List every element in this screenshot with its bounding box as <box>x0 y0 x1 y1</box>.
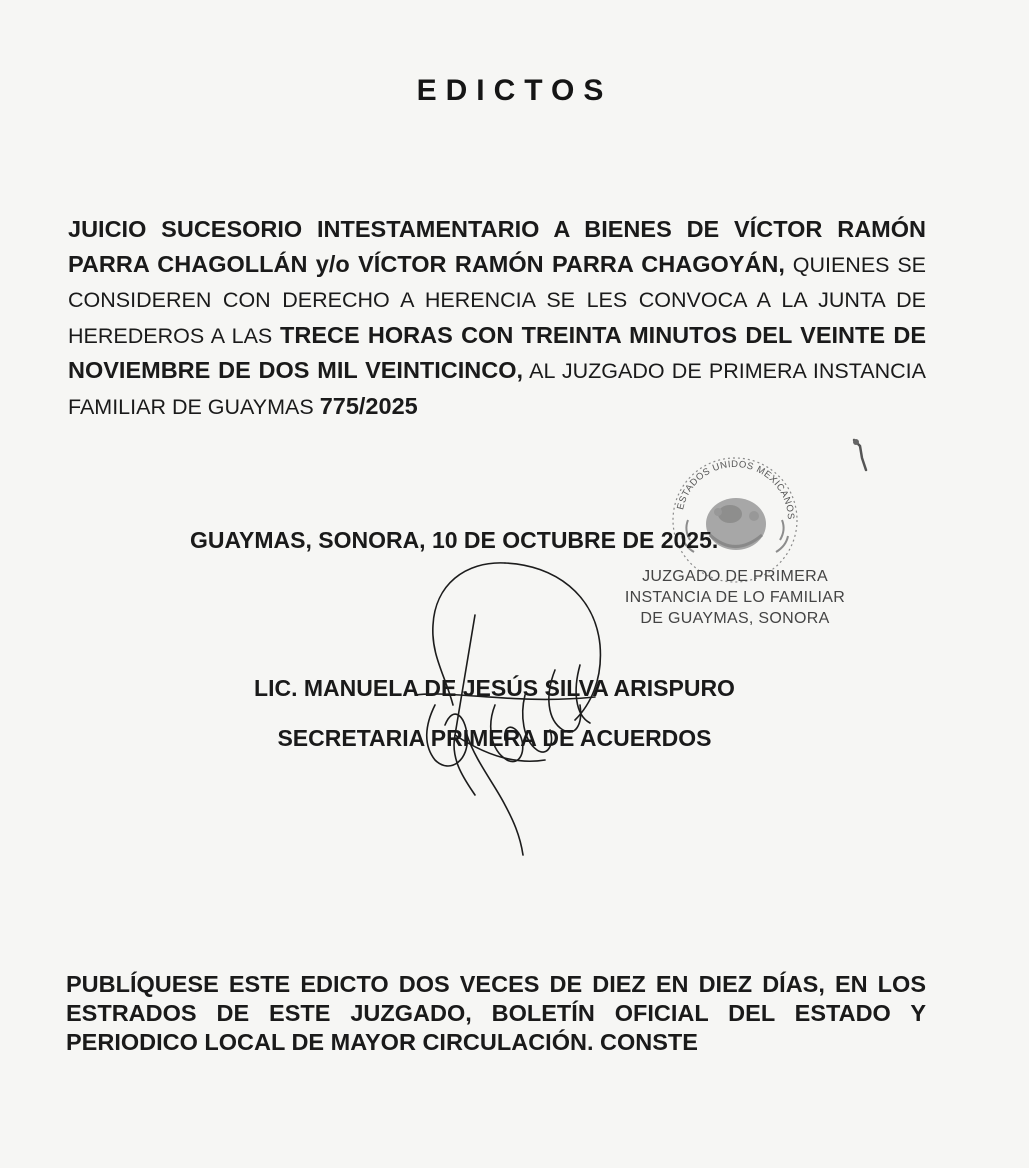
hearing-time-bold: TRECE HORAS CON TREINTA MINUTOS DEL VEINTE DE NOVIEMBRE DE DOS MIL VEINTICINCO, <box>68 321 926 383</box>
stamp-line-2: INSTANCIA DE LO FAMILIAR <box>624 589 846 606</box>
court-stamp <box>610 566 860 629</box>
heir-notice-text: QUIENES SE CONSIDEREN CON DERECHO A HERENCIA SE LES CONVOCA A LA JUNTA DE HEREDEROS A LAS <box>68 252 926 348</box>
case-number: 775/2025 <box>319 392 418 419</box>
seal-ring-text: ESTADOS UNIDOS MEXICANOS <box>675 458 797 521</box>
heir-notice-bold: JUICIO SUCESORIO INTESTAMENTARIO A BIENES DE VÍCTOR RAMÓN PARRA CHAGOLLÁN y/o VÍCTOR RAMÓN PARRA CHAGOYÁN, <box>68 216 926 277</box>
handwritten-signature-icon <box>395 555 625 865</box>
ink-speck-icon <box>848 436 872 476</box>
signer-role-text: SECRETARIA PRIMERA DE ACUERDOS <box>277 725 712 751</box>
document-title: EDICTOS <box>416 74 613 107</box>
signer-name <box>0 675 1009 702</box>
stamp-line-3: DE GUAYMAS, SONORA <box>640 610 830 627</box>
stamp-line-1: JUZGADO DE PRIMERA <box>642 568 828 585</box>
signer-role <box>0 725 1009 752</box>
date-line: GUAYMAS, SONORA, 10 DE OCTUBRE DE 2025. <box>190 527 719 553</box>
signer-name-text: LIC. MANUELA DE JESÚS SILVA ARISPURO <box>254 675 735 701</box>
publication-notice: PUBLÍQUESE ESTE EDICTO DOS VECES DE DIEZ EN DIEZ DÍAS, EN LOS ESTRADOS DE ESTE JUZGADO, BOLETÍN OFICIAL DEL ESTADO Y PERIODICO LOCAL DE MAYOR CIRCULACIÓN. CONSTE <box>66 971 926 1055</box>
court-text: AL JUZGADO DE PRIMERA INSTANCIA FAMILIAR DE GUAYMAS <box>68 359 926 419</box>
edict-body <box>68 212 926 424</box>
